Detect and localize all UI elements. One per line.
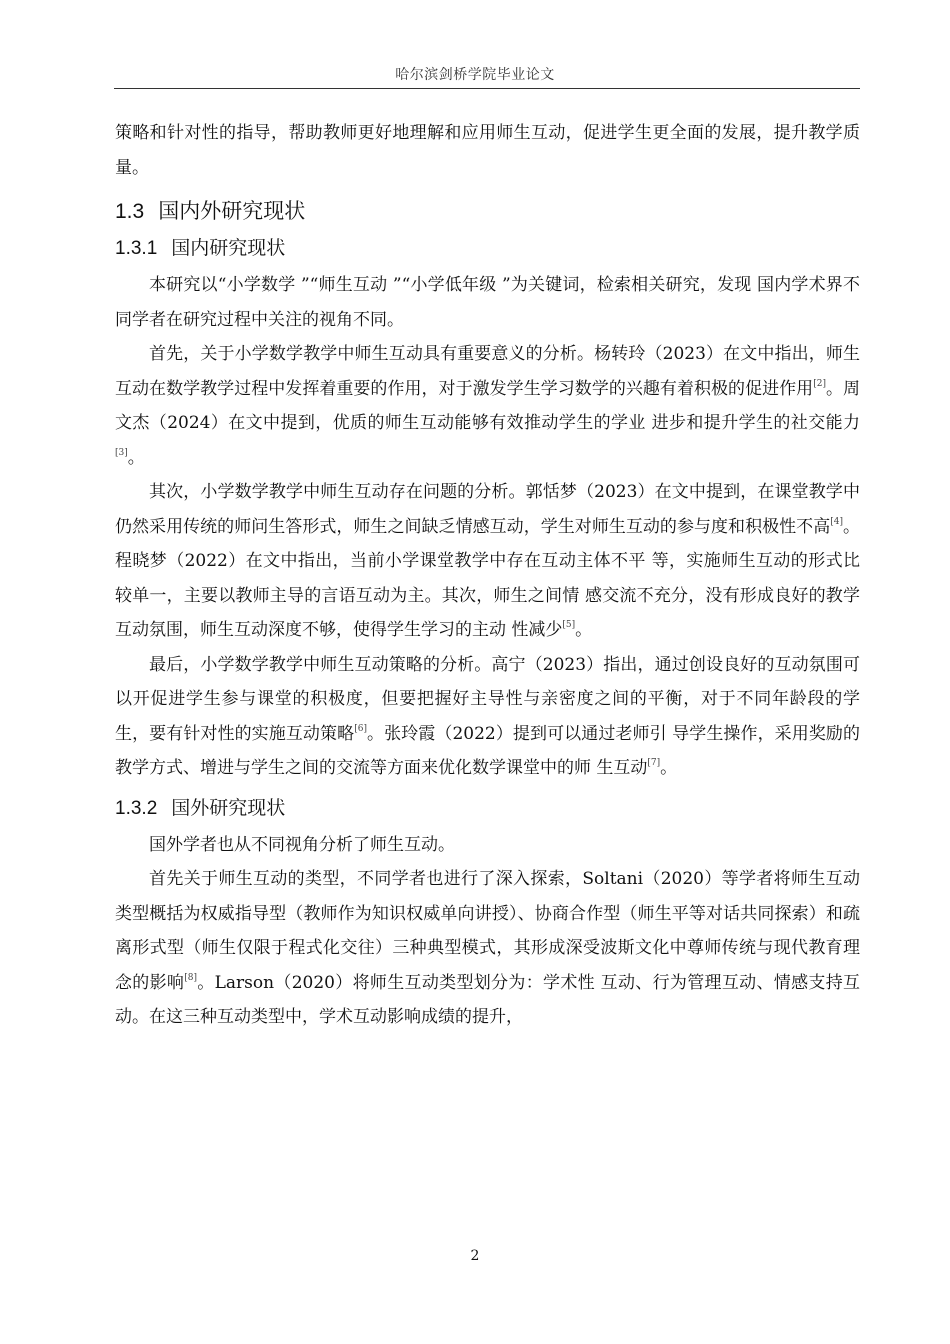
- header-divider: [114, 88, 860, 89]
- citation-ref: [4]: [830, 516, 843, 527]
- paragraph-importance: [115, 337, 860, 475]
- paragraph-interaction-types: [115, 862, 860, 1035]
- page-body: [115, 116, 860, 1035]
- paragraph-text: 。Larson（2020）将师生互动类型划分为：学术性 互动、行为管理互动、情感支持互动。在这三种互动类型中，学术互动影响成绩的提升，: [115, 972, 861, 1027]
- citation-ref: [8]: [184, 972, 197, 983]
- section-title: 国内外研究现状: [158, 199, 306, 223]
- intro-paragraph: 策略和针对性的指导，帮助教师更好地理解和应用师生互动，促进学生更全面的发展，提升教学质量。: [115, 123, 860, 178]
- page-number: 2: [470, 1248, 480, 1264]
- subsection-title: 国外研究现状: [171, 796, 286, 819]
- section-heading-1-3-1: [115, 235, 860, 262]
- paragraph-text: 。周文杰（2024）在文中提到，优质的师生互动能够有效推动学生的学业 进步和提升学生的社交能力: [115, 378, 861, 433]
- section-heading-1-3-2: [115, 795, 860, 822]
- citation-ref: [7]: [647, 758, 661, 768]
- citation-ref: [2]: [813, 378, 826, 389]
- paragraph-text: 首先，关于小学数学教学中师生互动具有重要意义的分析。杨转玲（2023）在文中指出，师生互动在数学教学过程中发挥着重要的作用，对于激发学生学习数学的兴趣有着积极的促进作用: [115, 344, 860, 399]
- paragraph-text: 。: [575, 620, 593, 640]
- paragraph-foreign-intro: 国外学者也从不同视角分析了师生互动。: [149, 834, 455, 855]
- paragraph-text: 。: [127, 447, 145, 468]
- paragraph-text: 最后，小学数学教学中师生互动策略的分析。高宁（2023）指出，通过创设良好的互动氛围可以开促进学生参与课堂的积极度，但要把握好主导性与亲密度之间的平衡，对于不同年龄段的学生，要有针对性的实施互动策略: [115, 654, 860, 744]
- citation-ref: [3]: [115, 447, 128, 458]
- paragraph-keywords: 本研究以“小学数学 ”“师生互动 ”“小学低年级 ”为关键词，检索相关研究，发现 国内学术界不同学者在研究过程中关注的视角不同。: [115, 275, 860, 330]
- paragraph-text: 。: [660, 758, 678, 778]
- subsection-number: 1.3.2: [115, 797, 158, 819]
- section-number: 1.3: [115, 200, 145, 223]
- citation-ref: [6]: [354, 723, 367, 734]
- paragraph-text: 。程晓梦（2022）在文中指出，当前小学课堂教学中存在互动主体不平 等，实施师生互动的形式比较单一，主要以教师主导的言语互动为主。其次，师生之间情 感交流不充分，没有形成良好的教学互动氛围，师生互动深度不够，使得学生学习的主动 性减少: [115, 516, 861, 640]
- paragraph-text: 首先关于师生互动的类型，不同学者也进行了深入探索，Soltani（2020）等学者将师生互动类型概括为权威指导型（教师作为知识权威单向讲授）、协商合作型（师生平等对话共同探索）和疏离形式型（师生仅限于程式化交往）三种典型模式，其形成深受波斯文化中尊师传统与现代教育理念的影响: [115, 869, 860, 993]
- paragraph-strategies: [115, 648, 860, 786]
- paragraph-text: 。张玲霞（2022）提到可以通过老师引 导学生操作，采用奖励的教学方式、增进与学生之间的交流等方面来优化数学课堂中的师 生互动: [115, 723, 861, 778]
- paragraph-text: 其次，小学数学教学中师生互动存在问题的分析。郭恬梦（2023）在文中提到，在课堂教学中仍然采用传统的师问生答形式，师生之间缺乏情感互动，学生对师生互动的参与度和积极性不高: [115, 482, 860, 537]
- page-header-title: 哈尔滨剑桥学院毕业论文: [395, 67, 555, 83]
- section-heading-1-3: [115, 197, 860, 226]
- subsection-number: 1.3.1: [115, 238, 158, 259]
- subsection-title: 国内研究现状: [171, 237, 286, 259]
- citation-ref: [5]: [562, 620, 576, 630]
- paragraph-problems: [115, 475, 860, 648]
